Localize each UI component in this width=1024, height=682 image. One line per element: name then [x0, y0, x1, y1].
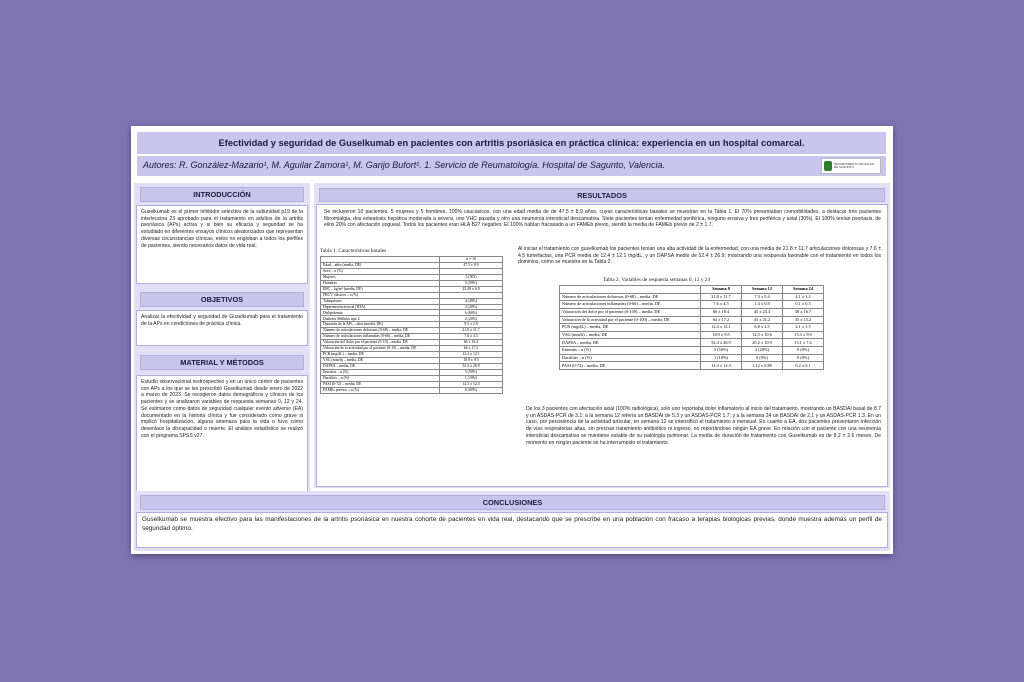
table-cell: 6.8 ± 2.5	[742, 324, 783, 332]
table-row	[560, 347, 824, 355]
resultados-para2: Al iniciar el tratamiento con guselkumab los pacientes tenían una alta actividad de la enfermedad, con una media de 21.8 ± 11.7 articulaciones dolorosas y 7.6 ± 4.5 tumefactas, una PCR media de 12.4 ± 12.1 mg/dL, y un DAPSA medio de 52.4 ± 26.9; mostrando una respuesta favorable con el tratamiento en todos los dominios, como se muestra en la Tabla 2.	[518, 246, 881, 266]
table-cell: 64 ± 17.2	[701, 316, 742, 324]
table-cell: 66 ± 18.4	[440, 340, 503, 346]
table-cell: 12.4 ± 12.1	[440, 352, 503, 358]
table-row	[560, 308, 824, 316]
table-cell: 0 (0%)	[742, 354, 783, 362]
table-cell: Número de articulaciones dolorosas (0-68) – media, DE	[321, 328, 440, 334]
table-header: Semana 24	[783, 286, 824, 294]
table-cell: 2 (20%)	[440, 316, 503, 322]
title-bar	[137, 132, 886, 154]
table-cell: 6 (60%)	[440, 310, 503, 316]
table-cell: 52.4 ± 26.9	[440, 363, 503, 369]
table-row	[560, 362, 824, 370]
table-cell: 2 (20%)	[440, 304, 503, 310]
table-cell: 14.3 ± 12.3	[701, 362, 742, 370]
introduccion-heading: INTRODUCCIÓN	[140, 187, 304, 202]
table-cell: 45 ± 23.3	[742, 308, 783, 316]
table-cell: 7.6 ± 4.5	[440, 334, 503, 340]
table-cell: 7.3 ± 5.4	[742, 293, 783, 301]
table-cell: Hombres	[321, 280, 440, 286]
table-cell: 4 (40%)	[440, 298, 503, 304]
table2-caption: Tabla 2. Variables de respuesta semanas 0, 12 y 24	[603, 277, 711, 283]
table-row	[560, 293, 824, 301]
table1-header: n = 10	[440, 257, 503, 263]
table-cell: 5 (50%)	[440, 369, 503, 375]
table-cell: Entesitis – n (%)	[321, 369, 440, 375]
table-cell: IMC – kg/m² (media, DE)	[321, 286, 440, 292]
table-header: Semana 12	[742, 286, 783, 294]
table-row	[560, 301, 824, 309]
hospital-logo	[821, 158, 881, 174]
table-cell: Número de articulaciones inflamadas (0-66) – media, DE	[321, 334, 440, 340]
material-text: Estudio observacional restrospectivo y en un único centro de pacientes con APs a los que se les prescribió Guselkumab desde enero de 2022 a marzo de 2023. Se recogieron datos demográficos y clínicos de los pacientes y se analizaron variables de respuesta semanas 0, 12 y 24. Se estimaron como datos de seguridad cualquier evento adverso (EA) documentado en la historia clínica y fue considerado como grave si implicó hospitalización, alguna amenaza para la vida o tuvo como desenlace la discapacidad o muerte. El análisis estadístico se realizó con el programa SPSS v27.	[136, 375, 308, 531]
table-cell: Diabetes Mellitus tipo 2	[321, 316, 440, 322]
resultados-intro: Se incluyeron 10 pacientes, 5 mujeres y 5 hombres, 100% caucásicos, con una edad media de de 47.5 ± 8.9 años, cuyas características basales se muestran en la Tabla 1. El 70% presentaban comorbilidades, a destacar tres pacientes fibromialgia, dos esteatosis hepática moderada a severa, uno VHC pasada y otro una neumonía intersticial descamativa. Siete pacientes tenían enfermedad periférica, ninguno erosiva y tres periférica y axial (30%). El 100% tenían psoriasis, de ellos 20% con afectación ungueal. Todos los pacientes eran HLA B27 negativo. El 100% habían fracasado a un FAMEb previo, siendo la media de FAMEb previo de 2 ± 1.7.	[324, 209, 881, 229]
table-cell: 18.9 ± 9.5	[701, 331, 742, 339]
table-cell: 0 (0%)	[783, 347, 824, 355]
table-cell: Valoración de la actividad por el paciente (0-10) – media, DE	[321, 346, 440, 352]
table-cell: 1 (10%)	[701, 354, 742, 362]
table-cell: 38 ± 16.7	[783, 308, 824, 316]
table-cell: 0 (0%)	[783, 354, 824, 362]
conclusiones-heading: CONCLUSIONES	[140, 495, 885, 510]
table-cell: Valoración de la actividad por el paciente (0-100) – media, DE	[560, 316, 701, 324]
table-cell: 0.1 ± 0.3	[783, 301, 824, 309]
table-cell: 6 (60%)	[440, 387, 503, 393]
table-cell: 1 (10%)	[440, 375, 503, 381]
table-cell: 13.1 ± 7.4	[783, 339, 824, 347]
table-cell: Dactilitis – n (%)	[321, 375, 440, 381]
table-cell: Número de articulaciones inflamadas (0-66) – media, DE	[560, 301, 701, 309]
table-cell: PCR (mg/dL) – media, DE	[560, 324, 701, 332]
objetivos-heading: OBJETIVOS	[140, 292, 304, 307]
table-cell: 9.5 ± 2.9	[440, 322, 503, 328]
table-cell: Edad – años (media, DE)	[321, 262, 440, 268]
table-cell: Hipertensión arterial (HTA)	[321, 304, 440, 310]
table-cell: VSG (mm/h) – media, DE	[560, 331, 701, 339]
table-cell: FRCV clásicos – n (%)	[321, 292, 440, 298]
table-cell: 20.2 ± 10.9	[742, 339, 783, 347]
table-cell: VSG (mm/h) – media, DE	[321, 357, 440, 363]
authors-bar	[137, 156, 886, 176]
table-cell: 13.3 ± 9.9	[783, 331, 824, 339]
table-cell: 64 ± 17.2	[440, 346, 503, 352]
table-cell: 14.3 ± 12.3	[440, 381, 503, 387]
table-row	[560, 339, 824, 347]
table-header-row	[560, 286, 824, 294]
table-cell: 0.2 ± 0.1	[783, 362, 824, 370]
table-cell: Tabaquismo	[321, 298, 440, 304]
table-cell: Sexo – n (%)	[321, 268, 440, 274]
introduccion-text: Guselkumab es el primer inhibidor selectivo de la subunidad p19 de la interleucina 23 aprobado para el tratamiento en adultos de la artritis psoriásica (APs) activa y si bien su eficacia y seguridad se ha estudiado en diferentes ensayos clínicos aleatorizados que representan diversas circunstancias clínicas, estos no engloban a todos los perfiles de pacientes, siendo necesarios datos de vida real.	[136, 205, 308, 284]
table-cell: 5 (50%)	[701, 347, 742, 355]
table-cell: 43 ± 21.2	[742, 316, 783, 324]
response-table	[559, 285, 824, 370]
table-cell: Entesitis – n (%)	[560, 347, 701, 355]
resultados-heading: RESULTADOS	[319, 188, 885, 202]
table-cell: 21.8 ± 11.7	[440, 328, 503, 334]
table-cell: 25.49 ± 6.9	[440, 286, 503, 292]
objetivos-text: Analizar la efectividad y seguridad de Guselkumab para el tratamiento de la APs en condiciones de práctica clínica.	[136, 310, 308, 346]
baseline-table	[320, 256, 503, 394]
table-cell: 12.4 ± 12.1	[701, 324, 742, 332]
table-cell: 21.8 ± 11.7	[701, 293, 742, 301]
table-row	[321, 387, 503, 393]
logo-icon	[824, 161, 832, 171]
table-cell: 52.4 ± 26.9	[701, 339, 742, 347]
table-cell: 5 (50%)	[440, 280, 503, 286]
table-row	[560, 316, 824, 324]
table-cell: 18.9 ± 9.5	[440, 357, 503, 363]
table-header: Semana 0	[701, 286, 742, 294]
poster	[131, 126, 893, 554]
conclusiones-text: Guselkumab se muestra efectivo para las manifestaciones de la artritis psoriásica en nuestra cohorte de pacientes en vida real, destacando que se prescribe en una población con fracaso a terapias biológicas previas, donde muestra además un perfil de seguridad óptimo.	[136, 512, 888, 548]
table-cell: 2.1 ± 1.5	[783, 324, 824, 332]
table-cell: PASI (0-72) – media, DE	[560, 362, 701, 370]
table-cell: 4.1 ± 3.2	[783, 293, 824, 301]
table-row	[321, 346, 503, 352]
table-cell: PASI (0-72) – media, DE	[321, 381, 440, 387]
table-cell: 35 ± 15.2	[783, 316, 824, 324]
table-cell: Número de articulaciones dolorosas (0-68) – media, DE	[560, 293, 701, 301]
material-heading: MATERIAL Y MÉTODOS	[140, 355, 304, 370]
poster-title: Efectividad y seguridad de Guselkumab en pacientes con artritis psoriásica en práctica clínica: experiencia en un hospital comarcal.	[218, 138, 805, 148]
table-cell: Dactilitis – n (%)	[560, 354, 701, 362]
table-cell: Valoración del dolor por el paciente (0-10) – media, DE	[321, 340, 440, 346]
table-row	[560, 354, 824, 362]
table-cell: 47.5 ± 8.9	[440, 262, 503, 268]
table-cell: 1.12 ± 0.89	[742, 362, 783, 370]
table1-caption: Tabla 1. Características basales	[320, 248, 387, 254]
table-row	[560, 331, 824, 339]
table-cell: 5 (505)	[440, 274, 503, 280]
table-cell: DAPSA – media, DE	[321, 363, 440, 369]
table-cell: Mujeres	[321, 274, 440, 280]
table-cell: 14.5 ± 10.6	[742, 331, 783, 339]
table-header	[560, 286, 701, 294]
resultados-para3: De los 3 pacientes con afectación axial (100% radiológica), solo uno reportaba dolor inflamatorio al inicio del tratamiento, mostrando un BASDAI basal de 8.7 y un ASDAS-PCR de 3.1; a la semana 12 refería un BASDAI de 5.3 y un ASDAS-PCR 1.7; y a la semana 24 un BASDAI de 2.1 y un ASDAS-PCR 1.3. En un caso, por persistencia de la actividad articular, en semana 12 se intensificó el tratamiento a mensual. En cuanto a EA, dos pacientes presentaron infección de vías respiratorias altas, sin precisar tratamiento antibiótico ni ingreso, no reportándose ningún EA grave. En relación con el paciente con una neumonía intersticial descamativa se mantiene estable de su patología pulmonar. La media de duración de tratamiento con Guselkumab es de 8.2 ± 2.6 meses. De momento en ningún paciente se ha interrumpido el tratamiento.	[526, 406, 881, 446]
table-row	[560, 324, 824, 332]
table-cell: Valoración del dolor por el paciente (0-100) – media, DE	[560, 308, 701, 316]
table-cell: 7.6 ± 4.5	[701, 301, 742, 309]
table-cell: FAMEs previos – n (%)	[321, 387, 440, 393]
table-cell: 66 ± 18.4	[701, 308, 742, 316]
authors-text: Autores: R. González-Mazario¹, M. Aguilar Zamora¹, M. Garijo Bufort¹. 1. Servicio de Reumatología. Hospital de Sagunto, Valencia.	[143, 160, 666, 170]
table-cell: DAPSA – media, DE	[560, 339, 701, 347]
table-cell: PCR (mg/dL) – media, DE	[321, 352, 440, 358]
table-cell: Duración de la APs – años (media, DE)	[321, 322, 440, 328]
logo-text: DEPARTAMENTO DE SALUD DE SAGUNTO	[834, 161, 875, 169]
table-cell: 1.4 ± 0.8	[742, 301, 783, 309]
table-cell: Dislipidemia	[321, 310, 440, 316]
table-cell: 2 (20%)	[742, 347, 783, 355]
